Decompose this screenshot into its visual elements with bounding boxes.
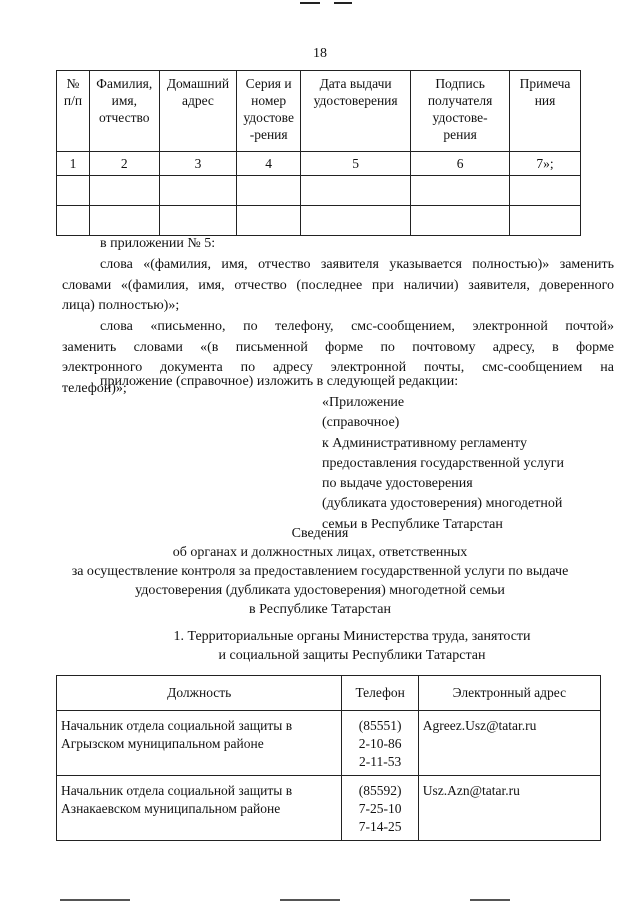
recipients-table [56, 70, 581, 236]
table-cell: 4 [237, 152, 301, 176]
position-cell: Начальник отдела социальной защиты в Азнакаевском муниципальном районе [57, 776, 342, 841]
section-title: 1. Территориальные органы Министерства труда, занятости и социальной защиты Республики Татарстан [173, 629, 531, 663]
email-cell: Usz.Azn@tatar.ru [418, 776, 600, 841]
scan-artifact-top [300, 2, 320, 4]
contacts-table [56, 675, 601, 841]
header-position: Должность [57, 676, 342, 711]
email-cell: Agreez.Usz@tatar.ru [418, 711, 600, 776]
table-header-row [57, 676, 601, 711]
header-email: Электронный адрес [418, 676, 600, 711]
table-number-row [57, 152, 581, 176]
table-row [57, 711, 601, 776]
header-cell: Подпись получателя удостове- рения [411, 71, 510, 152]
heading-block: Сведения об органах и должностных лицах, ответственных за осуществление контроля за предоставлением государственной услуги по выдаче удостоверения (дубликата удостоверения) многодетной семьи в Республике Татарстан [0, 524, 640, 619]
header-cell: Серия и номер удостове -рения [237, 71, 301, 152]
table-row-empty [57, 206, 581, 236]
page-number: 18 [313, 46, 327, 61]
header-cell: № п/п [57, 71, 90, 152]
phone-cell: (85551) 2-10-86 2-11-53 [342, 711, 418, 776]
heading-title: Сведения [291, 526, 349, 541]
table-cell: 1 [57, 152, 90, 176]
paragraph-replace-fio: слова «(фамилия, имя, отчество заявителя указывается полностью)» заменить словами «(фамилия, имя, отчество (последнее при наличии) заявителя, доверенного лица) полностью)»; [62, 257, 614, 313]
table-cell: 6 [411, 152, 510, 176]
table-cell: 7»; [510, 152, 581, 176]
table-cell: 3 [159, 152, 237, 176]
table-row [57, 776, 601, 841]
paragraph-new-edition: приложение (справочное) изложить в следующей редакции: [100, 374, 459, 389]
scan-artifact-bottom [60, 899, 130, 901]
paragraph-replace-contact: слова «письменно, по телефону, смс-сообщением, электронной почтой» заменить словами «(в письменной форме по почтовому адресу, в форме электронного документа по адресу электронной почты, смс-сообщением на телефон)»; [62, 319, 614, 396]
table-cell: 5 [301, 152, 411, 176]
header-cell: Дата выдачи удостоверения [301, 71, 411, 152]
table-header-row [57, 71, 581, 152]
table-cell: 2 [89, 152, 159, 176]
scan-artifact-top [334, 2, 352, 4]
phone-cell: (85592) 7-25-10 7-14-25 [342, 776, 418, 841]
scan-artifact-bottom [470, 899, 510, 901]
scan-artifact-bottom [280, 899, 340, 901]
header-phone: Телефон [342, 676, 418, 711]
header-cell: Домашний адрес [159, 71, 237, 152]
header-cell: Фамилия, имя, отчество [89, 71, 159, 152]
appendix-header: «Приложение (справочное) к Административному регламенту предоставления государственной услуги по выдаче удостоверения (дубликата удостоверения) многодетной семьи в Республике Татарстан [322, 395, 564, 532]
paragraph-appendix-5: в приложении № 5: [100, 236, 216, 251]
header-cell: Примеча ния [510, 71, 581, 152]
table-row-empty [57, 176, 581, 206]
position-cell: Начальник отдела социальной защиты в Агрызском муниципальном районе [57, 711, 342, 776]
